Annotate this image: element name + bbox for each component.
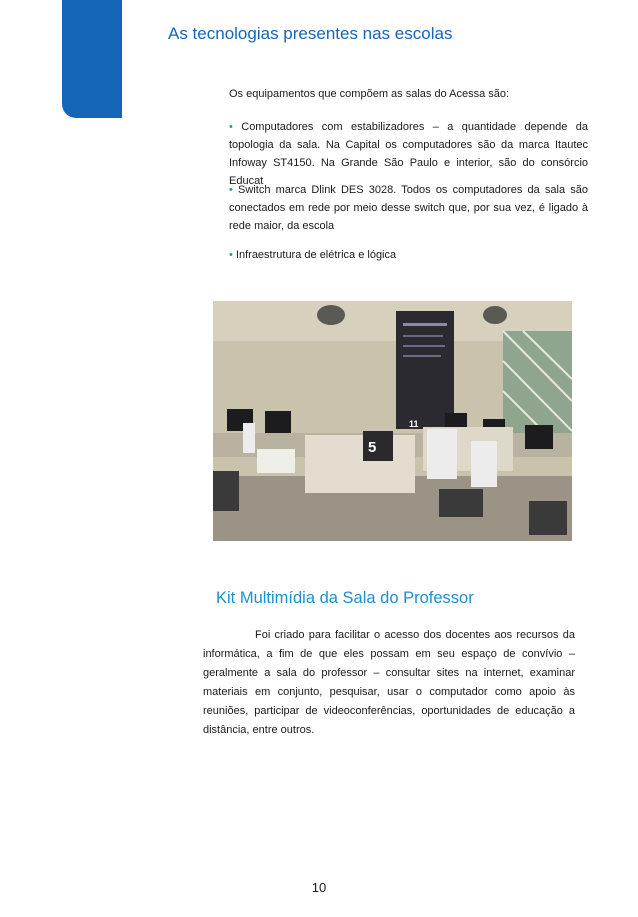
page-tab-marker: [62, 0, 122, 118]
section-paragraph-text: Foi criado para facilitar o acesso dos docentes aos recursos da informática, a fim de que eles possam em seu espaço de convívio – geralmente a sala do professor – consultar sites na internet, examinar materiais em conjunto, pesquisar, usar o computador como apoio às reuniões, participar de videoconferências, oportunidades de educação a distância, entre outros.: [203, 629, 575, 736]
section-paragraph: [203, 626, 575, 740]
bullet-computers: [229, 118, 588, 190]
bullet-text: Infraestrutura de elétrica e lógica: [235, 249, 397, 261]
bullet-infrastructure: [229, 246, 588, 264]
bullet-text: Computadores com estabilizadores – a quantidade depende da topologia da sala. Na Capital os computadores são da marca Itautec Infoway ST4150. Na Grande São Paulo e interior, são do consórcio Educat: [229, 121, 588, 187]
page-number: 10: [311, 880, 327, 895]
bullet-dot: •: [229, 121, 233, 133]
bullet-dot: •: [229, 249, 233, 261]
intro-text: Os equipamentos que compõem as salas do Acessa são:: [229, 88, 510, 100]
page-header-title: As tecnologias presentes nas escolas: [168, 24, 453, 43]
bullet-dot: •: [229, 184, 233, 196]
station-number-5: 5: [368, 439, 377, 456]
station-number-11: 11: [409, 419, 419, 429]
bullet-text: Switch marca Dlink DES 3028. Todos os computadores da sala são conectados em rede por meio desse switch que, por sua vez, é ligado à rede maior, da escola: [229, 184, 588, 232]
computer-lab-photo: [213, 301, 572, 541]
section-title: Kit Multimídia da Sala do Professor: [216, 589, 474, 607]
computer-lab-illustration: [213, 301, 572, 541]
bullet-switch: [229, 181, 588, 235]
